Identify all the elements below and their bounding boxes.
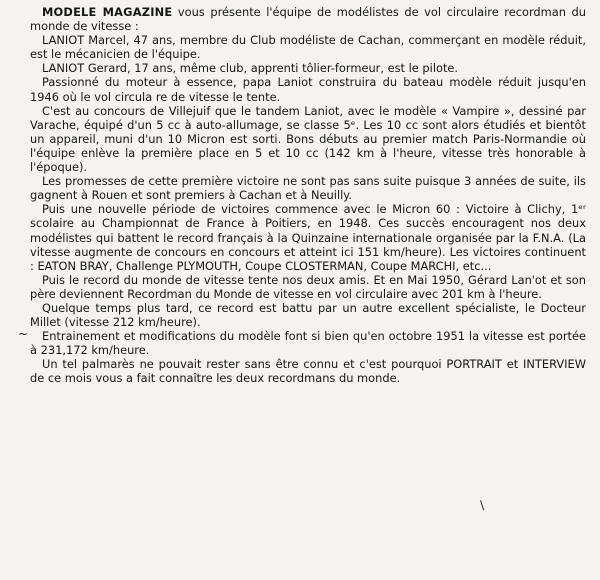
paragraph-villejuif: C'est au concours de Villejuif que le tandem Laniot, avec le modèle « Vampire », dessiné par Varache, équipé d'un 5 cc à auto-allumage, se classe 5ᵉ. Les 10 cc sont alors étudiés et bientôt un appareil, muni d'un 10 Micron est sorti. Bons débuts au premier match Paris-Normandie où l'équipe enlève la première place en 5 et 10 cc (142 km à l'heure, vitesse très honorable à l'époque). <box>30 103 586 175</box>
paragraph-palmares: Un tel palmarès ne pouvait rester sans être connu et c'est pourquoi PORTRAIT et INTERVIEW de ce mois vous a fait connaître les deux recordmans du monde. <box>30 357 586 386</box>
paragraph-world-record: Puis le record du monde de vitesse tente nos deux amis. Et en Mai 1950, Gérard Lan'ot et son père deviennent Recordman du Monde de vitesse en vol circulaire avec 201 km à l'heure. <box>30 272 586 301</box>
paragraph-marcel: LANIOT Marcel, 47 ans, membre du Club modéliste de Cachan, commerçant en modèle réduit, est le mécanicien de l'équipe. <box>30 33 586 62</box>
magazine-name: MODELE MAGAZINE <box>42 5 173 19</box>
paragraph-millet: Quelque temps plus tard, ce record est battu par un autre excellent spécialiste, le Docteur Millet (vitesse 212 km/heure). <box>30 300 586 330</box>
stray-pen-mark: / <box>476 498 488 512</box>
paragraph-gerard: LANIOT Gerard, 17 ans, même club, apprenti tôlier-formeur, est le pilote. <box>42 61 459 76</box>
intro-text: vous présente l'équipe de modélistes de vol circulaire recordman du monde de vitesse : <box>30 5 586 34</box>
paragraph-october-1951: Entrainement et modifications du modèle font si bien qu'en octobre 1951 la vitesse est portée à 231,172 km/heure. <box>30 329 586 358</box>
paragraph-micron-60: Puis une nouvelle période de victoires commence avec le Micron 60 : Victoire à Clichy, 1ᵉʳ scolaire au Championnat de France à Poitiers, en 1948. Ces succès encouragent nos deux modélistes qui battent le record français à la Quinzaine internationale organisée par la F.N.A. (La vitesse augmente de concours en concours et atteint ici 151 km/heure). Les victoires continuent : EATON BRAY, Challenge PLYMOUTH, Coupe CLOSTERMAN, Coupe MARCHI, etc... <box>30 202 586 273</box>
intro-paragraph <box>30 5 586 33</box>
paragraph-promises: Les promesses de cette première victoire ne sont pas sans suite puisque 3 années de suite, ils gagnent à Rouen et sont premiers à Cachan et à Neuilly. <box>30 174 586 203</box>
paragraph-passion: Passionné du moteur à essence, papa Laniot construira du bateau modèle réduit jusqu'en 1946 où le vol circula re de vitesse le tente. <box>30 75 586 104</box>
margin-tick-mark: ~ <box>18 327 29 341</box>
